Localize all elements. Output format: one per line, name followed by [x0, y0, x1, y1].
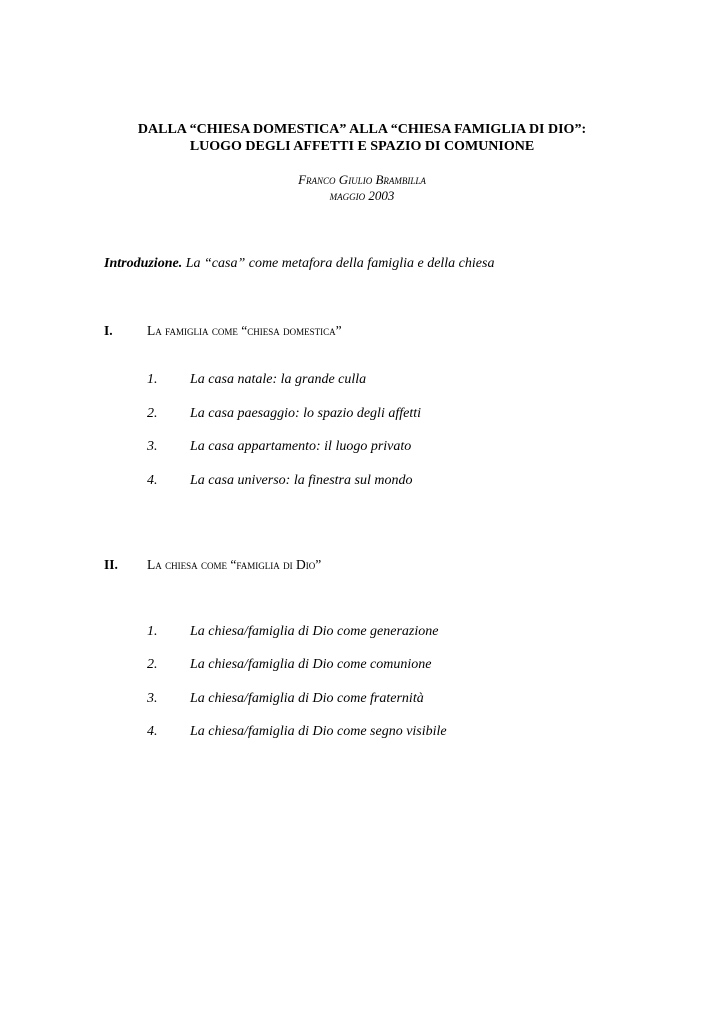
list-item-text: La casa paesaggio: lo spazio degli affetti — [190, 406, 421, 421]
list-item-text: La chiesa/famiglia di Dio come fraternità — [190, 691, 424, 706]
section-title: La chiesa come “famiglia di Dio” — [147, 557, 322, 572]
document-title-line-1: DALLA “CHIESA DOMESTICA” ALLA “CHIESA FAMIGLIA DI DIO”: — [137, 122, 587, 137]
author-name: Franco Giulio Brambilla — [298, 172, 426, 187]
list-item-number: 2. — [147, 657, 158, 672]
section-numeral: I. — [104, 323, 113, 338]
introduction-lead: Introduzione. — [104, 256, 183, 271]
list-item-number: 3. — [147, 439, 158, 454]
list-item-text: La casa appartamento: il luogo privato — [190, 439, 412, 454]
list-item-text: La chiesa/famiglia di Dio come comunione — [190, 657, 432, 672]
list-item-number: 3. — [147, 691, 158, 706]
document-title-line-2: LUOGO DEGLI AFFETTI E SPAZIO DI COMUNIONE — [189, 139, 535, 154]
section-title: La famiglia come “chiesa domestica” — [147, 323, 342, 338]
document-date: maggio 2003 — [329, 188, 395, 203]
list-item-text: La casa natale: la grande culla — [190, 372, 367, 387]
list-item-number: 1. — [147, 372, 158, 387]
list-item-number: 4. — [147, 724, 158, 739]
section-numeral: II. — [104, 557, 118, 572]
list-item-text: La chiesa/famiglia di Dio come generazione — [190, 624, 439, 639]
list-item-number: 2. — [147, 406, 158, 421]
introduction — [104, 255, 494, 272]
list-item-text: La chiesa/famiglia di Dio come segno visibile — [190, 724, 447, 739]
list-item-number: 1. — [147, 624, 158, 639]
introduction-text: La “casa” come metafora della famiglia e della chiesa — [185, 256, 495, 271]
list-item-text: La casa universo: la finestra sul mondo — [190, 473, 413, 488]
list-item-number: 4. — [147, 473, 158, 488]
